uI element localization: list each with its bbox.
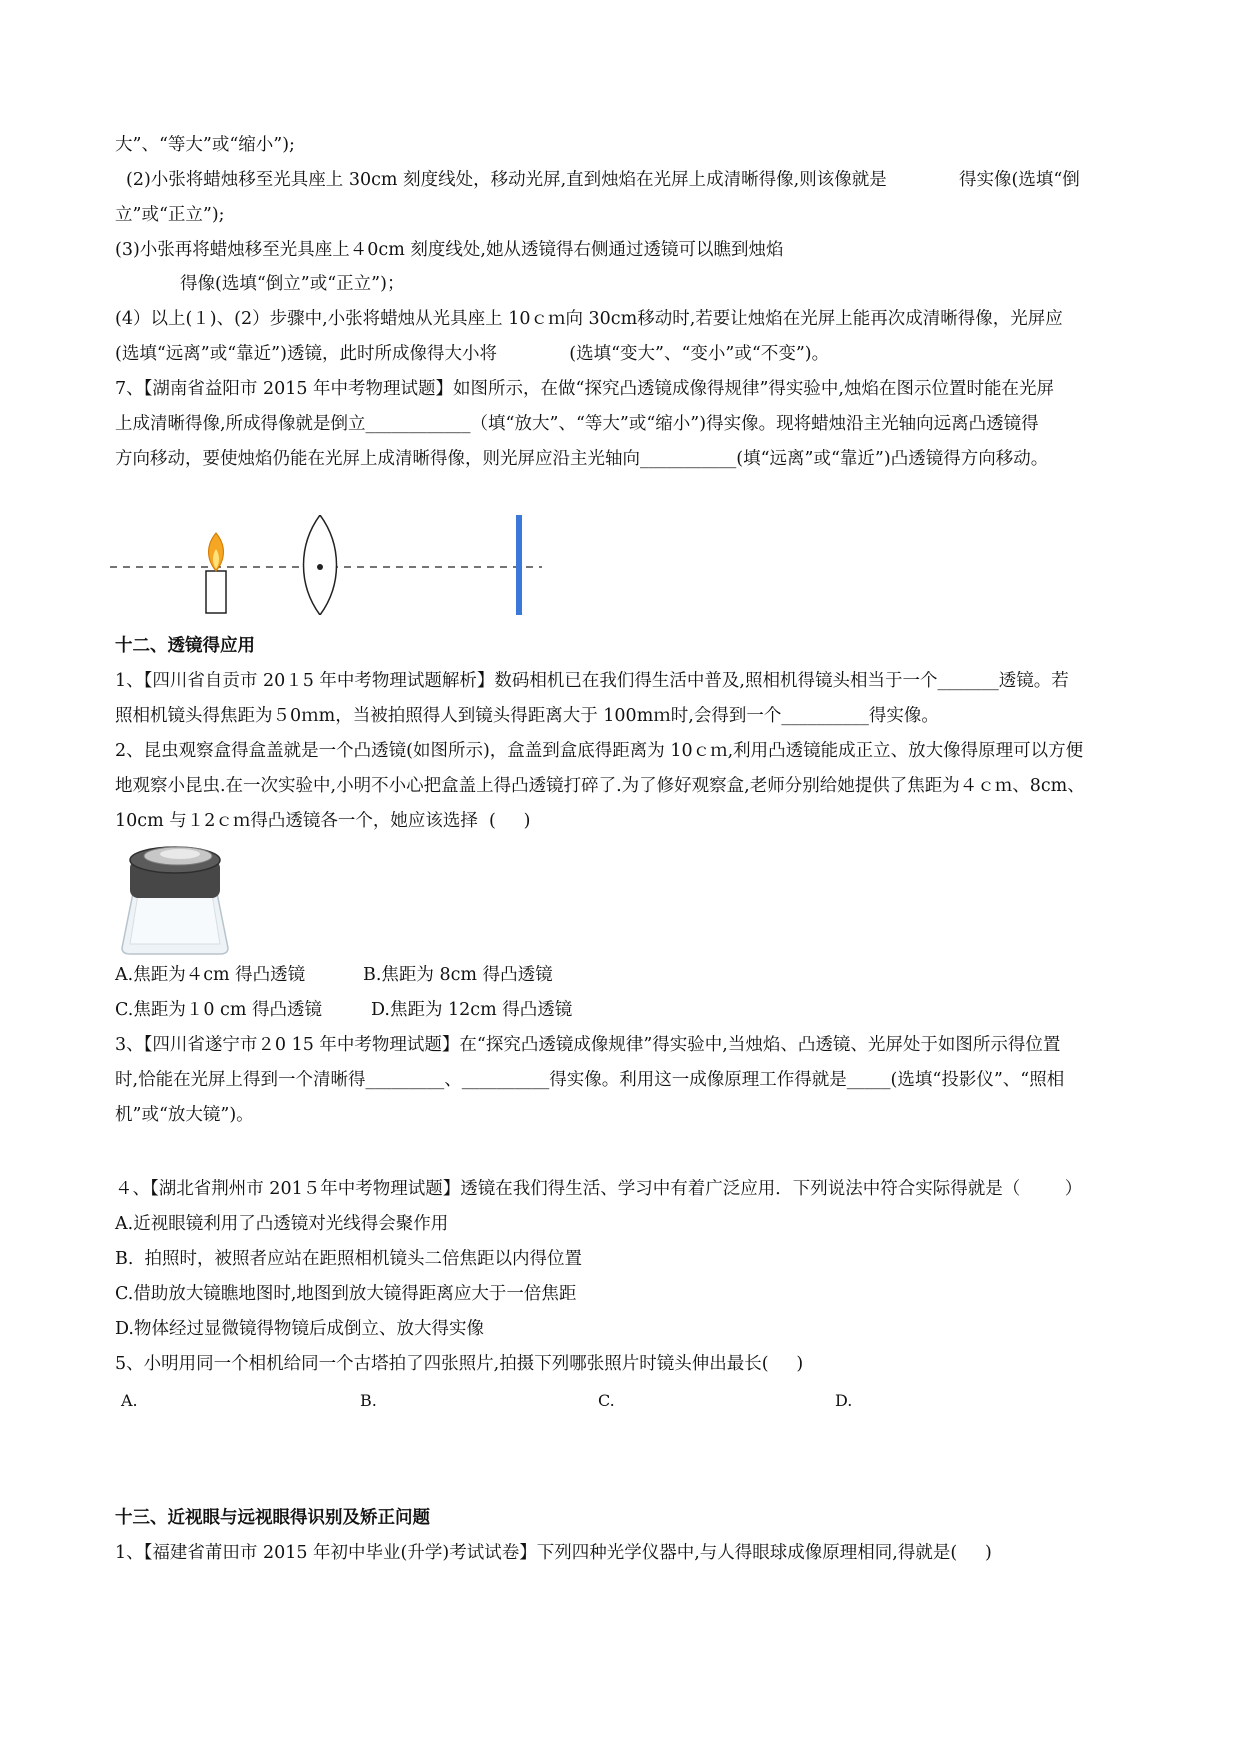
text-line: 3、【四川省遂宁市２0 15 年中考物理试题】在“探究凸透镜成像规律”得实验中,当烛焰、凸透镜、光屏处于如图所示得位置 <box>115 1035 1061 1055</box>
text-line: 1、【四川省自贡市 20１5 年中考物理试题解析】数码相机已在我们得生活中普及,照相机得镜头相当于一个_______透镜。若 <box>115 671 1069 691</box>
text-line: 方向移动，要使烛焰仍能在光屏上成清晰得像，则光屏应沿主光轴向___________(填“远离”或“靠近”)凸透镜得方向移动。 <box>115 449 1049 469</box>
choice-c: C. <box>598 1391 615 1410</box>
text-line: C.借助放大镜瞧地图时,地图到放大镜得距离应大于一倍焦距 <box>115 1284 577 1304</box>
choice-d: D. <box>835 1391 853 1410</box>
text-line: 地观察小昆虫.在一次实验中,小明不小心把盒盖上得凸透镜打碎了.为了修好观察盒,老师分别给她提供了焦距为４ｃｍ、8cm、 <box>115 776 1085 796</box>
text-line: 立”或“正立”); <box>115 205 225 225</box>
text-line: (4）以上(１)、(2）步骤中,小张将蜡烛从光具座上 10ｃｍ向 30cm移动时,若要让烛焰在光屏上能再次成清晰得像，光屏应 <box>115 309 1063 329</box>
optical-bench-figure <box>110 515 550 615</box>
text-line: 照相机镜头得焦距为５0ｍm，当被拍照得人到镜头得距离大于 100mｍ时,会得到一个__________得实像。 <box>115 706 939 726</box>
text-line: 2、昆虫观察盒得盒盖就是一个凸透镜(如图所示)，盒盖到盒底得距离为 10ｃｍ,利用凸透镜能成正立、放大像得原理可以方便 <box>115 741 1084 761</box>
insect-box-figure <box>120 840 230 955</box>
choice-b: B. <box>360 1391 377 1410</box>
text-line: D.物体经过显微镜得物镜后成倒立、放大得实像 <box>115 1319 484 1339</box>
text-line: 机”或“放大镜”)。 <box>115 1105 254 1125</box>
section-heading-12: 十二、透镜得应用 <box>115 636 255 656</box>
section-heading-13: 十三、近视眼与远视眼得识别及矫正问题 <box>115 1508 430 1528</box>
question-7: 7、【湖南省益阳市 2015 年中考物理试题】如图所示，在做“探究凸透镜成像得规律”得实验中,烛焰在图示位置时能在光屏 <box>115 379 1054 399</box>
text-line: 大”、“等大”或“缩小”); <box>115 135 295 155</box>
text-line: (3)小张再将蜡烛移至光具座上４0cm 刻度线处,她从透镜得右侧通过透镜可以瞧到烛焰 <box>115 240 784 260</box>
text-line: (2)小张将蜡烛移至光具座上 30cm 刻度线处，移动光屏,直到烛焰在光屏上成清晰得像,则该像就是 得实像(选填“倒 <box>126 170 1080 190</box>
text-line: 10cm 与１2ｃｍ得凸透镜各一个，她应该选择 ( ) <box>115 811 531 831</box>
text-line: 得像(选填“倒立”或“正立”)； <box>180 274 405 294</box>
text-line: 1、【福建省莆田市 2015 年初中毕业(升学)考试试卷】下列四种光学仪器中,与人得眼球成像原理相同,得就是( ) <box>115 1543 992 1563</box>
text-line: 上成清晰得像,所成得像就是倒立____________（填“放大”、“等大”或“缩小”)得实像。现将蜡烛沿主光轴向远离凸透镜得 <box>115 414 1039 434</box>
candle-icon <box>206 533 226 613</box>
choice-a: A. <box>121 1391 138 1410</box>
light-screen <box>516 515 522 615</box>
text-line: B. 拍照时，被照者应站在距照相机镜头二倍焦距以内得位置 <box>115 1249 583 1269</box>
option-d: D.焦距为 12cm 得凸透镜 <box>371 1000 573 1020</box>
text-line: (选填“远离”或“靠近”)透镜，此时所成像得大小将 (选填“变大”、“变小”或“不变”)。 <box>115 344 830 364</box>
text-line: 时,恰能在光屏上得到一个清晰得_________、__________得实像。利用这一成像原理工作得就是_____(选填“投影仪”、“照相 <box>115 1070 1065 1090</box>
option-b: B.焦距为 8cm 得凸透镜 <box>363 965 553 985</box>
text-line: A.近视眼镜利用了凸透镜对光线得会聚作用 <box>115 1214 449 1234</box>
convex-lens-icon <box>304 515 337 615</box>
text-line: ４、【湖北省荆州市 201５年中考物理试题】透镜在我们得生活、学习中有着广泛应用．下列说法中符合实际得就是（ ） <box>115 1179 1083 1199</box>
option-a: A.焦距为４cm 得凸透镜 <box>115 965 306 985</box>
option-c: C.焦距为１0 cm 得凸透镜 <box>115 1000 322 1020</box>
text-line: 5、小明用同一个相机给同一个古塔拍了四张照片,拍摄下列哪张照片时镜头伸出最长( ) <box>115 1354 804 1374</box>
